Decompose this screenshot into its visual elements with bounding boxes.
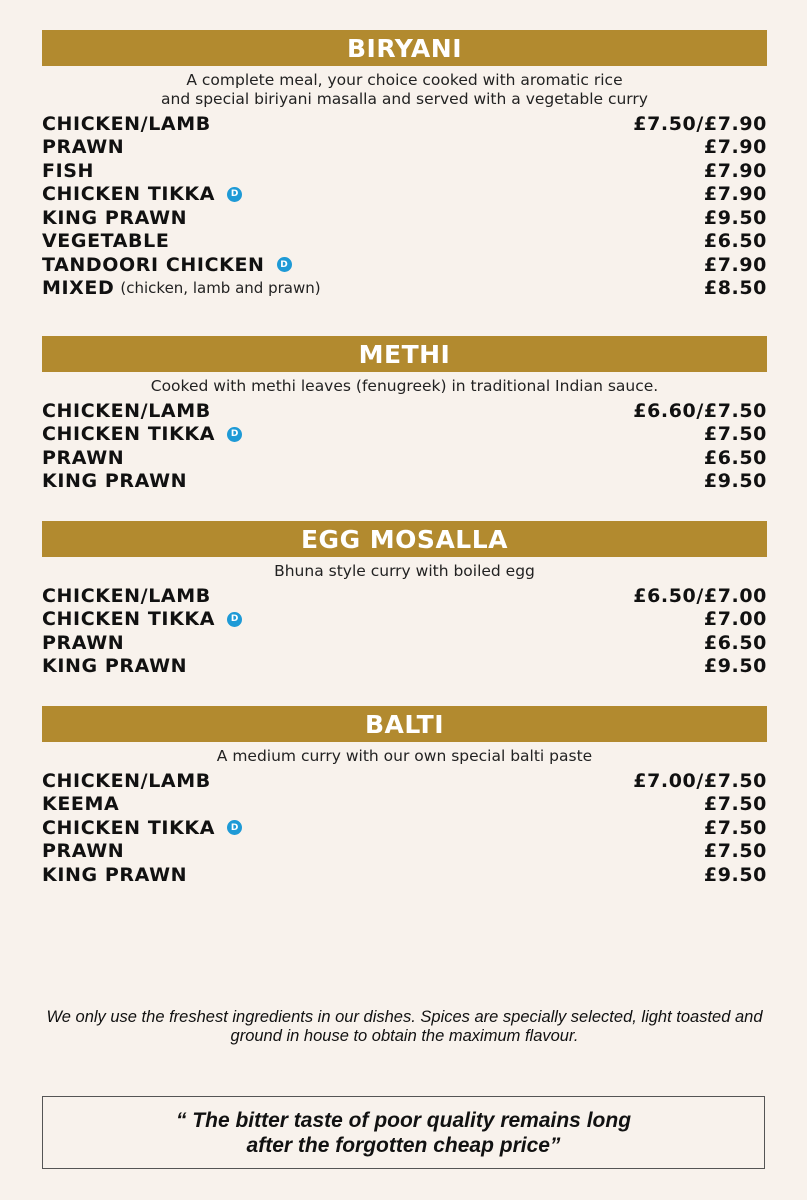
menu-item-price: £7.90 bbox=[703, 159, 767, 182]
menu-item-name: CHICKEN TIKKA bbox=[42, 183, 216, 206]
menu-item bbox=[42, 446, 767, 470]
menu-item-price: £6.50 bbox=[703, 230, 767, 253]
menu-item-name-wrap bbox=[42, 160, 94, 182]
menu-item-name: CHICKEN/LAMB bbox=[42, 399, 211, 422]
menu-item-name: TANDOORI CHICKEN bbox=[42, 253, 265, 276]
menu-item bbox=[42, 793, 767, 817]
menu-item-name-wrap bbox=[42, 183, 242, 205]
footer-text: We only use the freshest ingredients in our dishes. Spices are specially selected, light toasted and ground in house to obtain the maximum flavour. bbox=[46, 1008, 763, 1045]
menu-item bbox=[42, 183, 767, 207]
menu-item-name-wrap bbox=[42, 840, 124, 862]
menu-item-price: £9.50 bbox=[703, 206, 767, 229]
menu-item-price: £7.50 bbox=[703, 423, 767, 446]
menu-item-price: £9.50 bbox=[703, 470, 767, 493]
quote-box: “ The bitter taste of poor quality remains long after the forgotten cheap price” bbox=[42, 1096, 765, 1169]
menu-item-price: £7.00/£7.50 bbox=[633, 769, 767, 792]
menu-item-name: KING PRAWN bbox=[42, 655, 188, 678]
menu-item-name-wrap bbox=[42, 608, 242, 630]
menu-item-name-wrap bbox=[42, 632, 124, 654]
menu-item-price: £8.50 bbox=[703, 277, 767, 300]
menu-item-name: CHICKEN/LAMB bbox=[42, 584, 211, 607]
menu-item-note: (chicken, lamb and prawn) bbox=[120, 279, 321, 298]
menu-item bbox=[42, 470, 767, 494]
menu-item bbox=[42, 277, 767, 301]
menu-item bbox=[42, 399, 767, 423]
menu-item bbox=[42, 816, 767, 840]
section-title: EGG MOSALLA bbox=[42, 521, 767, 557]
menu-item bbox=[42, 423, 767, 447]
menu-item-name: PRAWN bbox=[42, 631, 125, 654]
menu-item-price: £6.50/£7.00 bbox=[633, 584, 767, 607]
section-description: Bhuna style curry with boiled egg bbox=[274, 562, 535, 580]
menu-item-price: £7.90 bbox=[703, 136, 767, 159]
dairy-badge-icon: D bbox=[227, 612, 242, 627]
menu-item-price: £9.50 bbox=[703, 655, 767, 678]
menu-item-name: KING PRAWN bbox=[42, 863, 188, 886]
menu-item-name: FISH bbox=[42, 159, 95, 182]
menu-section bbox=[42, 521, 767, 678]
menu-item bbox=[42, 206, 767, 230]
menu-item-name: KEEMA bbox=[42, 793, 120, 816]
menu-item-price: £6.60/£7.50 bbox=[633, 399, 767, 422]
menu-item bbox=[42, 655, 767, 679]
menu-item-name: CHICKEN/LAMB bbox=[42, 769, 211, 792]
dairy-badge-icon: D bbox=[227, 187, 242, 202]
menu-item bbox=[42, 840, 767, 864]
menu-item-name-wrap bbox=[42, 207, 187, 229]
menu-item-name-wrap bbox=[42, 423, 242, 445]
dairy-badge-icon: D bbox=[227, 820, 242, 835]
menu-item-name: VEGETABLE bbox=[42, 230, 170, 253]
dairy-badge-icon: D bbox=[277, 257, 292, 272]
menu-item-price: £7.50 bbox=[703, 840, 767, 863]
menu-item-price: £7.50/£7.90 bbox=[633, 112, 767, 135]
dairy-badge-icon: D bbox=[227, 427, 242, 442]
menu-item-name: CHICKEN TIKKA bbox=[42, 423, 216, 446]
menu-item-price: £6.50 bbox=[703, 446, 767, 469]
menu-item-name: KING PRAWN bbox=[42, 470, 188, 493]
menu-section bbox=[42, 706, 767, 887]
menu-item-name: KING PRAWN bbox=[42, 206, 188, 229]
menu-item-price: £7.90 bbox=[703, 253, 767, 276]
menu-item-name-wrap bbox=[42, 770, 211, 792]
menu-item-name: CHICKEN TIKKA bbox=[42, 608, 216, 631]
menu-item-name: PRAWN bbox=[42, 136, 125, 159]
menu-item bbox=[42, 608, 767, 632]
menu-item-price: £7.00 bbox=[703, 608, 767, 631]
menu-item-name-wrap bbox=[42, 793, 119, 815]
section-title: METHI bbox=[42, 336, 767, 372]
menu-item-name-wrap bbox=[42, 230, 169, 252]
menu-item-name-wrap bbox=[42, 817, 242, 839]
menu-item bbox=[42, 112, 767, 136]
menu-item bbox=[42, 136, 767, 160]
menu-item-name: PRAWN bbox=[42, 446, 125, 469]
section-description: Cooked with methi leaves (fenugreek) in traditional Indian sauce. bbox=[150, 377, 659, 395]
menu-item-price: £7.50 bbox=[703, 793, 767, 816]
menu-item-name-wrap bbox=[42, 136, 124, 158]
menu-item-price: £7.90 bbox=[703, 183, 767, 206]
menu-item-name-wrap bbox=[42, 655, 187, 677]
menu-item-name: CHICKEN/LAMB bbox=[42, 112, 211, 135]
menu-item-name: CHICKEN TIKKA bbox=[42, 816, 216, 839]
menu-item-name-wrap bbox=[42, 585, 211, 607]
section-title: BALTI bbox=[42, 706, 767, 742]
menu-item-name-wrap bbox=[42, 864, 187, 886]
menu-item-name-wrap bbox=[42, 400, 211, 422]
menu-item bbox=[42, 253, 767, 277]
section-description: A medium curry with our own special balti paste bbox=[216, 747, 593, 765]
menu-item-name-wrap bbox=[42, 277, 321, 299]
menu-item-name: PRAWN bbox=[42, 840, 125, 863]
menu-item-name-wrap bbox=[42, 470, 187, 492]
menu-item-price: £9.50 bbox=[703, 863, 767, 886]
menu-section bbox=[42, 336, 767, 493]
menu-item bbox=[42, 159, 767, 183]
menu-item bbox=[42, 769, 767, 793]
menu-section bbox=[42, 30, 767, 300]
menu-item-name: MIXED bbox=[42, 277, 115, 300]
menu-item bbox=[42, 863, 767, 887]
menu-item-price: £6.50 bbox=[703, 631, 767, 654]
section-description: A complete meal, your choice cooked with aromatic rice and special biriyani masalla and served with a vegetable curry bbox=[161, 71, 648, 108]
menu-item bbox=[42, 230, 767, 254]
menu-item-price: £7.50 bbox=[703, 816, 767, 839]
menu-item bbox=[42, 631, 767, 655]
menu-item-name-wrap bbox=[42, 447, 124, 469]
menu-item bbox=[42, 584, 767, 608]
menu-item-name-wrap bbox=[42, 113, 211, 135]
section-title: BIRYANI bbox=[42, 30, 767, 66]
menu-item-name-wrap bbox=[42, 254, 292, 276]
